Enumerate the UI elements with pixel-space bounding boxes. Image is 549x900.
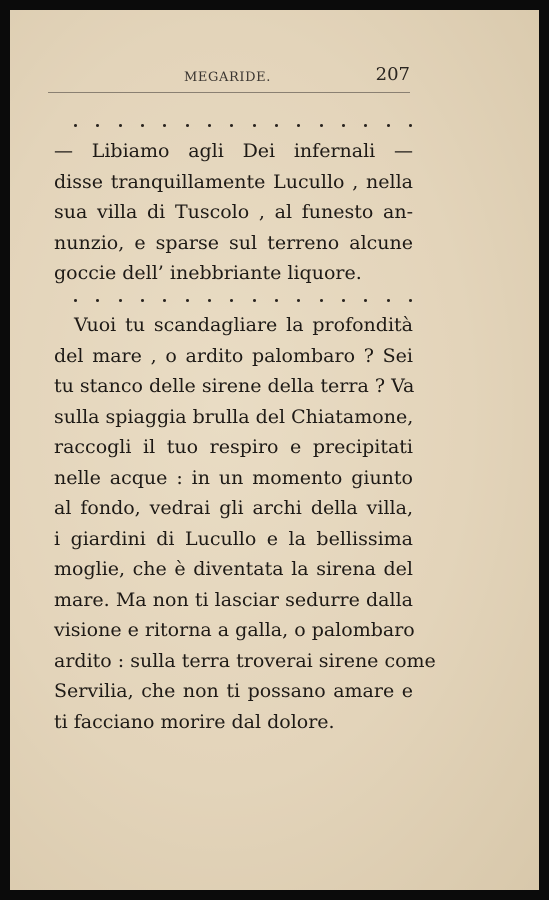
paragraph-1	[54, 136, 413, 289]
text-line: ti facciano morire dal dolore.	[54, 710, 335, 733]
ellipsis-separator	[74, 118, 412, 132]
text-line: del mare , o ardito palombaro ? Sei	[54, 344, 413, 367]
text-line: Vuoi tu scandagliare la profondità	[74, 314, 413, 336]
text-line: visione e ritorna a galla, o palombaro	[54, 619, 415, 641]
text-line: — Libiamo agli Dei infernali —	[54, 140, 413, 162]
text-line: disse tranquillamente Lucullo , nella	[54, 170, 413, 193]
paragraph-2	[54, 310, 436, 737]
text-line: ardito : sulla terra troverai sirene come	[54, 649, 436, 672]
page-header	[48, 62, 410, 90]
text-line: mare. Ma non ti lasciar sedurre dalla	[54, 588, 413, 611]
ellipsis-separator	[74, 293, 412, 307]
running-head: MEGARIDE.	[184, 70, 271, 85]
text-line: moglie, che è diventata la sirena del	[54, 558, 413, 580]
text-line: Servilia, che non ti possano amare e	[54, 680, 413, 702]
text-line: sua villa di Tuscolo , al funesto an-	[54, 201, 413, 223]
text-line: raccogli il tuo respiro e precipitati	[54, 436, 413, 458]
book-page	[10, 10, 539, 890]
header-rule	[48, 92, 410, 93]
text-line: nunzio, e sparse sul terreno alcune	[54, 231, 413, 254]
text-line: i giardini di Lucullo e la bellissima	[54, 527, 413, 550]
page-number: 207	[375, 64, 410, 85]
text-line: sulla spiaggia brulla del Chiatamone,	[54, 405, 414, 428]
text-line: nelle acque : in un momento giunto	[54, 466, 413, 489]
text-line: goccie dell’ inebbriante liquore.	[54, 262, 362, 284]
text-line: tu stanco delle sirene della terra ? Va	[54, 375, 415, 397]
text-line: al fondo, vedrai gli archi della villa,	[54, 497, 413, 519]
